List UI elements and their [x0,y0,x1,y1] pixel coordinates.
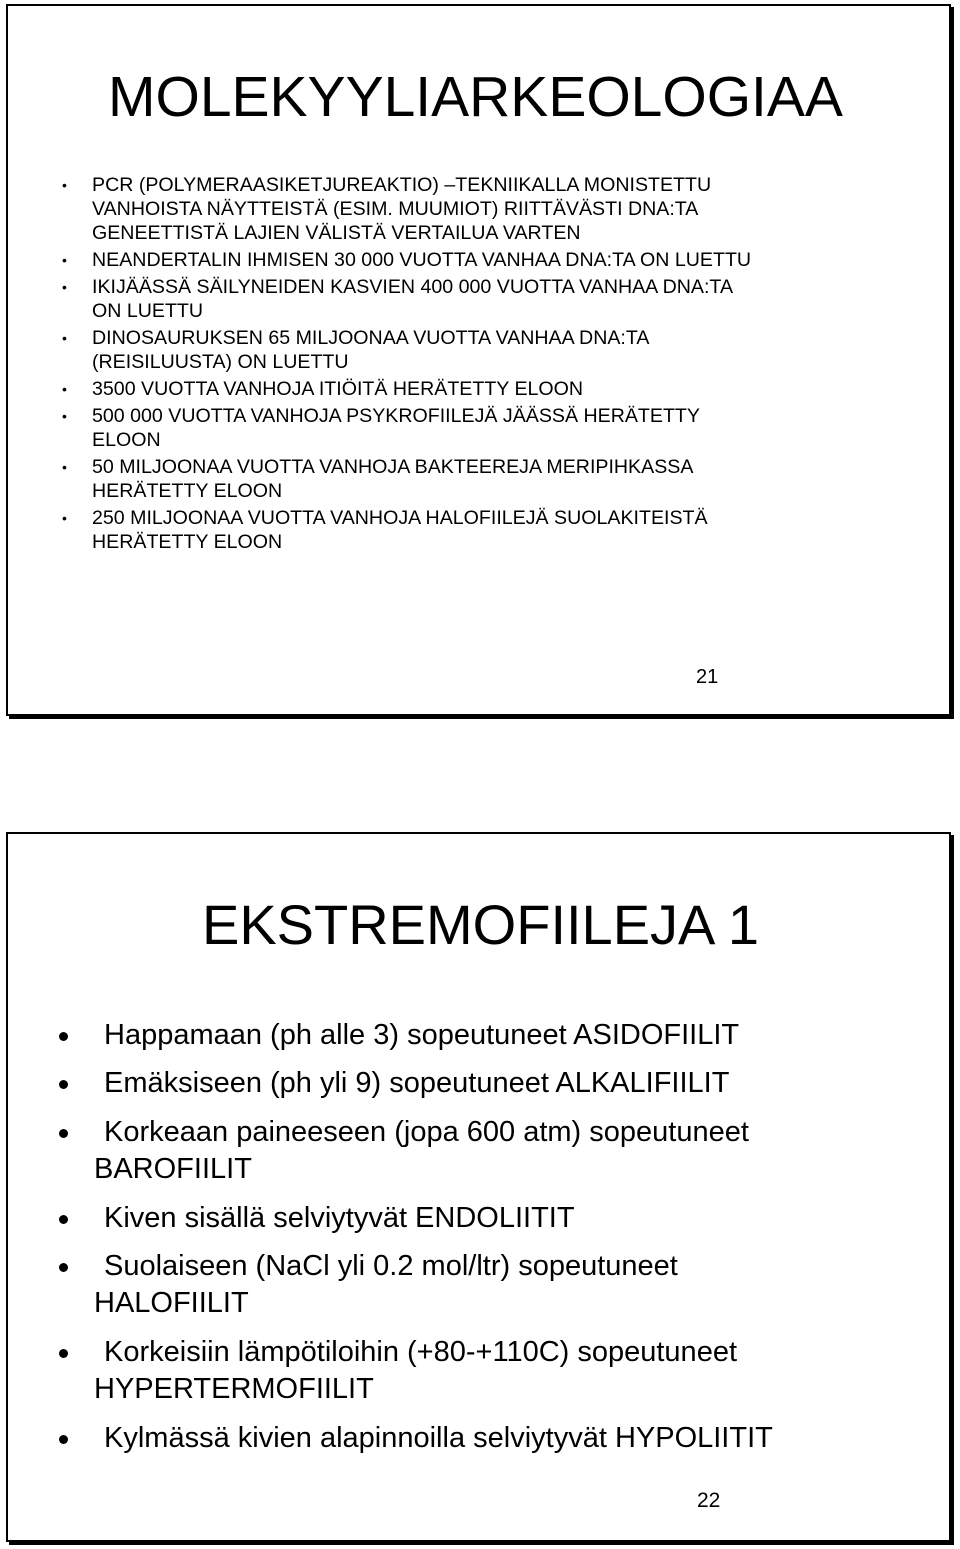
bullet-icon: • [62,252,67,268]
list-item: Kylmässä kivien alapinnoilla selviytyvät HYPOLIITIT [8,1420,894,1457]
bullet-icon: • [62,408,67,424]
bullet-icon [59,1435,68,1444]
list-item: • PCR (POLYMERAASIKETJUREAKTIO) –TEKNIIKALLA MONISTETTU VANHOISTA NÄYTTEISTÄ (ESIM. MUUMIOT) RIITTÄVÄSTI DNA:TA GENEETTISTÄ LAJIEN VÄLISTÄ VERTAILUA VARTEN [62,174,712,244]
list-item: Happamaan (ph alle 3) sopeutuneet ASIDOFIILIT [8,1017,894,1054]
list-item: • 50 MILJOONAA VUOTTA VANHOJA BAKTEEREJA MERIPIHKASSA HERÄTETTY ELOON [62,456,694,502]
slide-title: EKSTREMOFIILEJA 1 [201,893,760,956]
page-number: 21 [696,666,719,688]
list-item: • 3500 VUOTTA VANHOJA ITIÖITÄ HERÄTETTY ELOON [62,378,584,400]
list-item: Suolaiseen (NaCl yli 0.2 mol/ltr) sopeutuneet HALOFIILIT [8,1248,894,1322]
list-item: Kiven sisällä selviytyvät ENDOLIITIT [8,1200,894,1237]
bullet-icon: • [62,279,67,295]
slide-title: MOLEKYYLIARKEOLOGIAA [108,65,843,129]
bullet-icon [59,1080,68,1089]
slide-22 [6,832,951,1542]
bullet-list [8,173,852,557]
bullet-icon: • [62,330,67,346]
page-number: 22 [697,1489,721,1512]
bullet-icon [59,1349,68,1358]
list-item: • DINOSAURUKSEN 65 MILJOONAA VUOTTA VANHAA DNA:TA (REISILUUSTA) ON LUETTU [62,327,650,373]
list-item: • IKIJÄÄSSÄ SÄILYNEIDEN KASVIEN 400 000 VUOTTA VANHAA DNA:TA ON LUETTU [62,276,734,322]
bullet-icon [59,1263,68,1272]
bullet-icon: • [62,381,67,397]
bullet-list [8,1017,894,1457]
bullet-icon: • [62,177,67,193]
list-item: Emäksiseen (ph yli 9) sopeutuneet ALKALIFIILIT [8,1065,894,1102]
bullet-icon: • [62,510,67,526]
list-item: Korkeisiin lämpötiloihin (+80-+110C) sopeutuneet HYPERTERMOFIILIT [8,1334,894,1408]
bullet-icon: • [62,459,67,475]
list-item: Korkeaan paineeseen (jopa 600 atm) sopeutuneet BAROFIILIT [8,1114,894,1188]
list-item: • 500 000 VUOTTA VANHOJA PSYKROFIILEJÄ JÄÄSSÄ HERÄTETTY ELOON [62,405,700,451]
bullet-icon [59,1215,68,1224]
bullet-icon [59,1032,68,1041]
bullet-icon [59,1129,68,1138]
list-item: • NEANDERTALIN IHMISEN 30 000 VUOTTA VANHAA DNA:TA ON LUETTU [62,249,752,271]
slide-21 [6,4,951,716]
list-item: • 250 MILJOONAA VUOTTA VANHOJA HALOFIILEJÄ SUOLAKITEISTÄ HERÄTETTY ELOON [62,507,708,553]
